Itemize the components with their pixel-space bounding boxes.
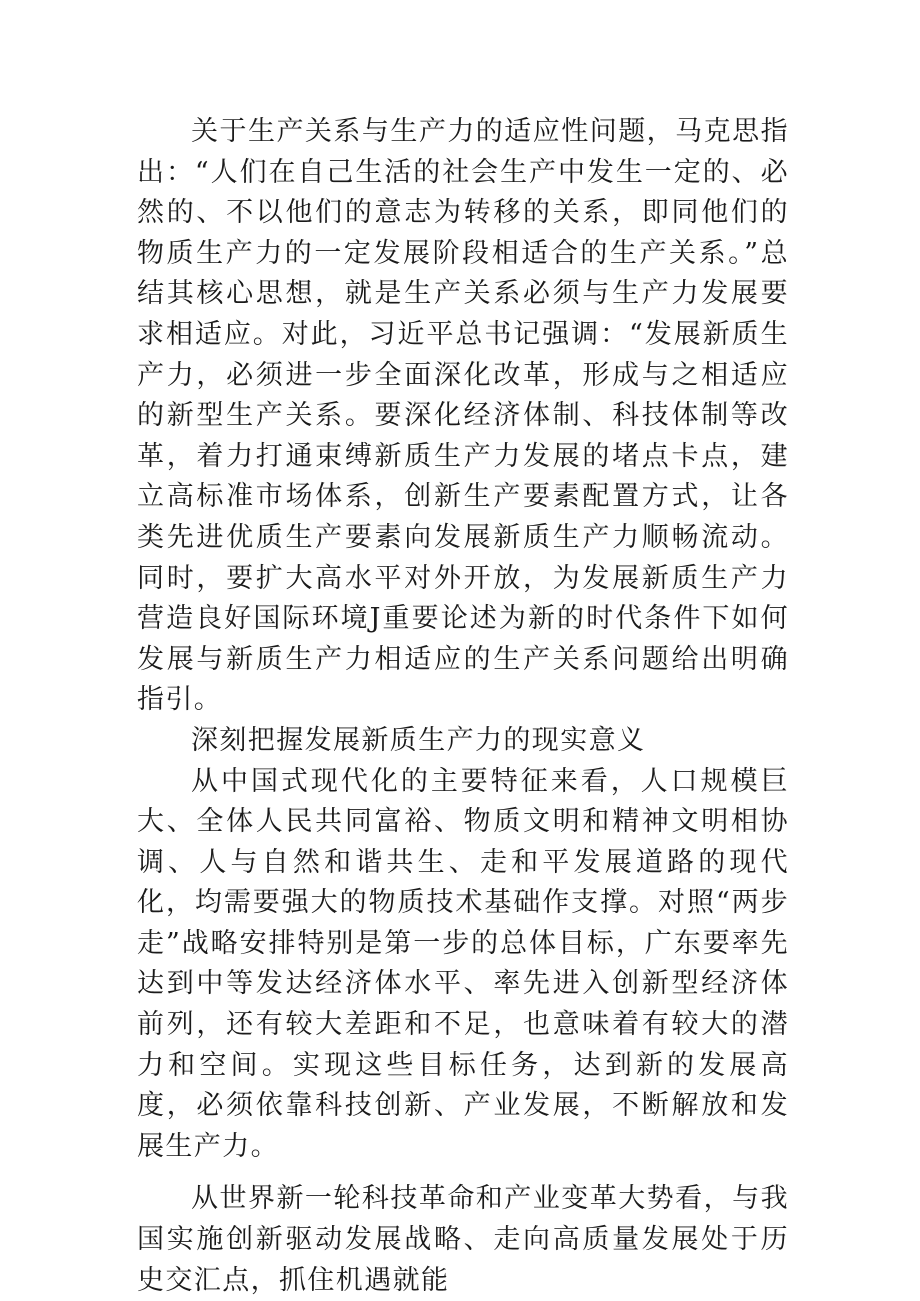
paragraph-productive-relations: 关于生产关系与生产力的适应性问题，马克思指出：“人们在自己生活的社会生产中发生一定的、必然的、不以他们的意志为转移的关系，即同他们的物质生产力的一定发展阶段相适合的生产关系。”总结其核心思想，就是生产关系必须与生产力发展要求相适应。对此，习近平总书记强调：“发展新质生产力，必须进一步全面深化改革，形成与之相适应的新型生产关系。要深化经济体制、科技体制等改革，着力打通束缚新质生产力发展的堵点卡点，建立高标准市场体系，创新生产要素配置方式，让各类先进优质生产要素向发展新质生产力顺畅流动。同时，要扩大高水平对外开放，为发展新质生产力营造良好国际环境J重要论述为新的时代条件下如何发展与新质生产力相适应的生产关系问题给出明确指引。 — [137, 116, 789, 716]
paragraph-chinese-modernization: 从中国式现代化的主要特征来看，人口规模巨大、全体人民共同富裕、物质文明和精神文明相协调、人与自然和谐共生、走和平发展道路的现代化，均需要强大的物质技术基础作支撑。对照“两步走”战略安排特别是第一步的总体目标，广东要率先达到中等发达经济体水平、率先进入创新型经济体前列，还有较大差距和不足，也意味着有较大的潜力和空间。实现这些目标任务，达到新的发展高度，必须依靠科技创新、产业发展，不断解放和发展生产力。 — [137, 765, 789, 1162]
section-heading: 深刻把握发展新质生产力的现实意义 — [191, 724, 646, 756]
document-body — [137, 112, 789, 1301]
paragraph-tech-revolution: 从世界新一轮科技革命和产业变革大势看，与我国实施创新驱动发展战略、走向高质量发展处于历史交汇点，抓住机遇就能 — [137, 1183, 789, 1296]
